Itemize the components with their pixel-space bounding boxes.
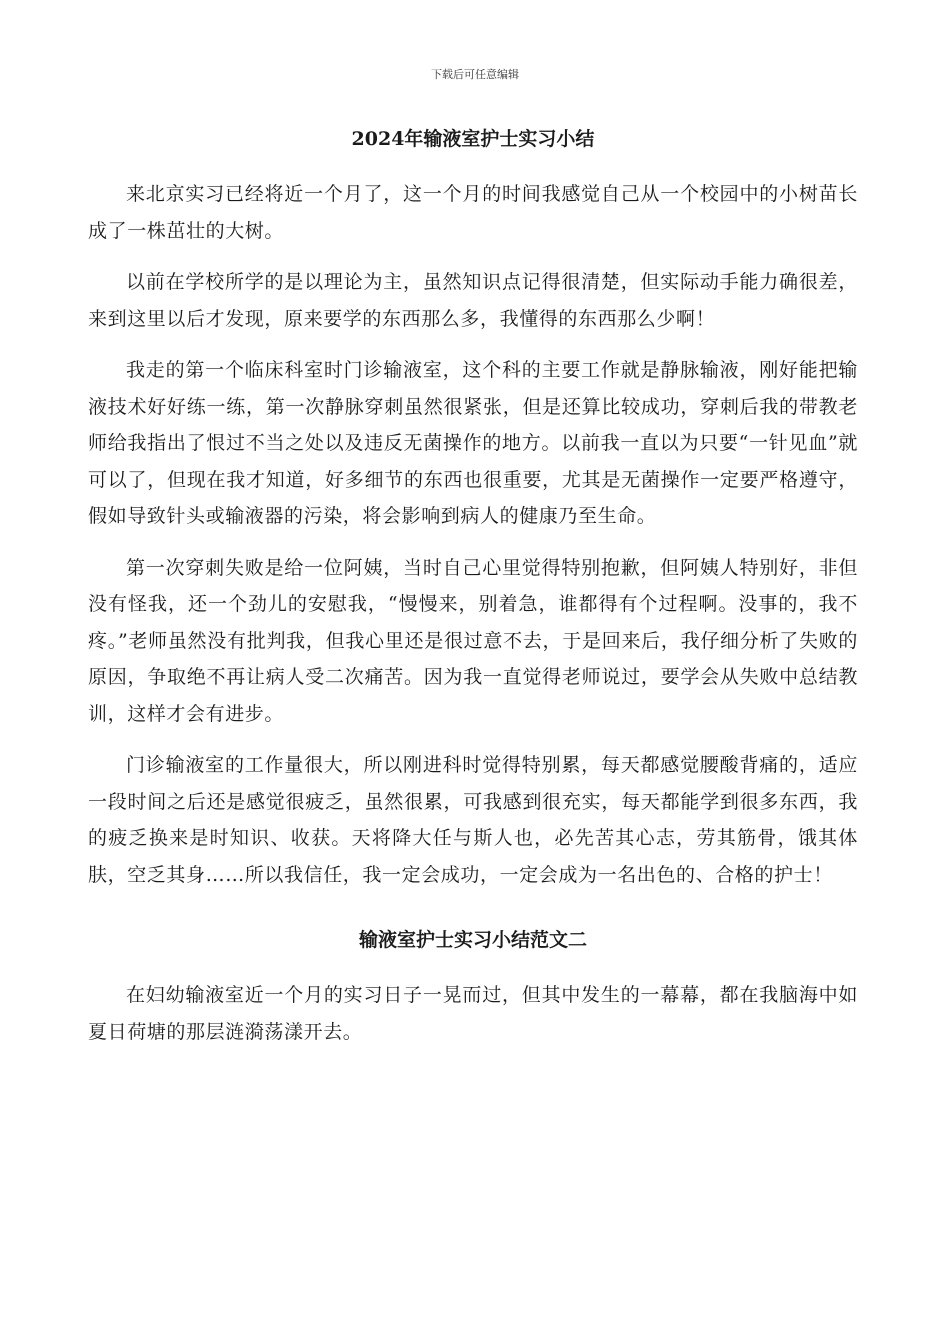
paragraph: 来北京实习已经将近一个月了，这一个月的时间我感觉自己从一个校园中的小树苗长成了一株茁壮的大树。 <box>88 183 858 242</box>
header-note: 下载后可任意编辑 <box>431 68 519 81</box>
paragraph: 第一次穿刺失败是给一位阿姨，当时自己心里觉得特别抱歉，但阿姨人特别好，非但没有怪我，还一个劲儿的安慰我，“慢慢来，别着急，谁都得有个过程啊。没事的，我不疼。”老师虽然没有批判我，但我心里还是很过意不去，于是回来后，我仔细分析了失败的原因，争取绝不再让病人受二次痛苦。因为我一直觉得老师说过，要学会从失败中总结教训，这样才会有进步。 <box>88 556 858 725</box>
document-title: 2024年输液室护士实习小结 <box>351 128 595 150</box>
paragraph: 以前在学校所学的是以理论为主，虽然知识点记得很清楚，但实际动手能力确很差，来到这里以后才发现，原来要学的东西那么多，我懂得的东西那么少啊！ <box>88 271 858 330</box>
document-body <box>88 122 858 1065</box>
paragraph: 在妇幼输液室近一个月的实习日子一晃而过，但其中发生的一幕幕，都在我脑海中如夏日荷塘的那层涟漪荡漾开去。 <box>88 984 858 1043</box>
paragraph: 我走的第一个临床科室时门诊输液室，这个科的主要工作就是静脉输液，刚好能把输液技术好好练一练，第一次静脉穿刺虽然很紧张，但是还算比较成功，穿刺后我的带教老师给我指出了恨过不当之处以及违反无菌操作的地方。以前我一直以为只要“一针见血”就可以了，但现在我才知道，好多细节的东西也很重要，尤其是无菌操作一定要严格遵守，假如导致针头或输液器的污染，将会影响到病人的健康乃至生命。 <box>88 359 858 527</box>
paragraph: 门诊输液室的工作量很大，所以刚进科时觉得特别累，每天都感觉腰酸背痛的，适应一段时间之后还是感觉很疲乏，虽然很累，可我感到很充实，每天都能学到很多东西，我的疲乏换来是时知识、收获。天将降大任与斯人也，必先苦其心志，劳其筋骨，饿其体肤，空乏其身……所以我信任，我一定会成功，一定会成为一名出色的、合格的护士！ <box>88 754 858 886</box>
section-title: 输液室护士实习小结范文二 <box>358 929 587 951</box>
